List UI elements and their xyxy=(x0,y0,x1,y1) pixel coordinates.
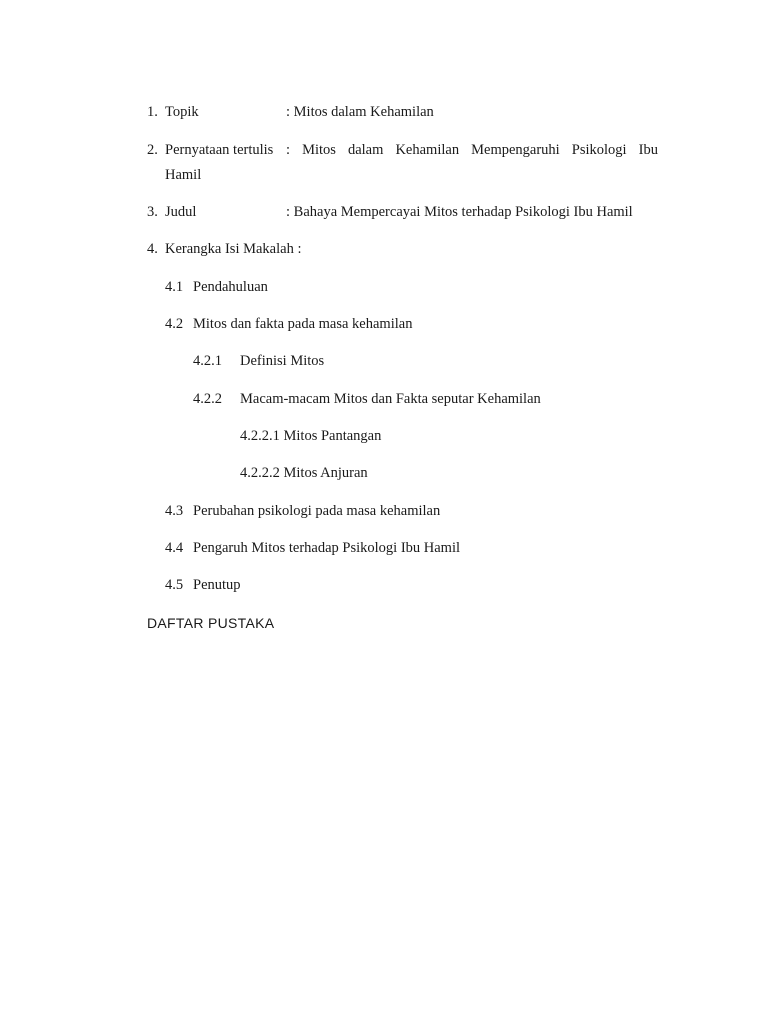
item-value-justified xyxy=(286,141,658,159)
item-value: : Mitos dalam Kehamilan xyxy=(286,104,434,120)
outline-item-4-2-2-2: 4.2.2.2 Mitos Anjuran xyxy=(240,465,368,481)
outline-number: 4.2.1 xyxy=(193,353,222,369)
word: dalam xyxy=(347,142,384,158)
item-number: 2. xyxy=(147,142,158,158)
word: Kehamilan xyxy=(395,142,460,158)
word: Ibu xyxy=(638,142,658,158)
outline-label: Macam-macam Mitos dan Fakta seputar Kehamilan xyxy=(240,391,541,407)
item-label: Kerangka Isi Makalah : xyxy=(165,241,302,257)
outline-label: Definisi Mitos xyxy=(240,353,325,369)
item-label: Topik xyxy=(165,104,199,120)
outline-label: Pendahuluan xyxy=(193,279,268,295)
outline-number: 4.4 xyxy=(165,540,184,556)
outline-label: Pengaruh Mitos terhadap Psikologi Ibu Hamil xyxy=(193,540,461,556)
outline-number: 4.2 xyxy=(165,316,184,332)
word: Psikologi xyxy=(571,142,627,158)
word: Mempengaruhi xyxy=(471,142,560,158)
bibliography-heading: DAFTAR PUSTAKA xyxy=(147,615,275,631)
outline-number: 4.2.2 xyxy=(193,391,222,407)
outline-number: 4.3 xyxy=(165,503,184,519)
item-number: 1. xyxy=(147,104,158,120)
item-label: Judul xyxy=(165,204,197,220)
outline-label: Penutup xyxy=(193,577,241,593)
item-value: : Bahaya Mempercayai Mitos terhadap Psikologi Ibu Hamil xyxy=(286,204,633,220)
outline-item-4-2-2-1: 4.2.2.1 Mitos Pantangan xyxy=(240,428,382,444)
outline-label: Mitos dan fakta pada masa kehamilan xyxy=(193,316,413,332)
word: : xyxy=(286,142,291,158)
item-number: 4. xyxy=(147,241,158,257)
word: Mitos xyxy=(302,142,336,158)
outline-number: 4.5 xyxy=(165,577,184,593)
outline-number: 4.1 xyxy=(165,279,184,295)
outline-label: Perubahan psikologi pada masa kehamilan xyxy=(193,503,441,519)
item-label: Pernyataan tertulis xyxy=(165,142,274,158)
item-number: 3. xyxy=(147,204,158,220)
item-value-continuation: Hamil xyxy=(165,167,202,183)
